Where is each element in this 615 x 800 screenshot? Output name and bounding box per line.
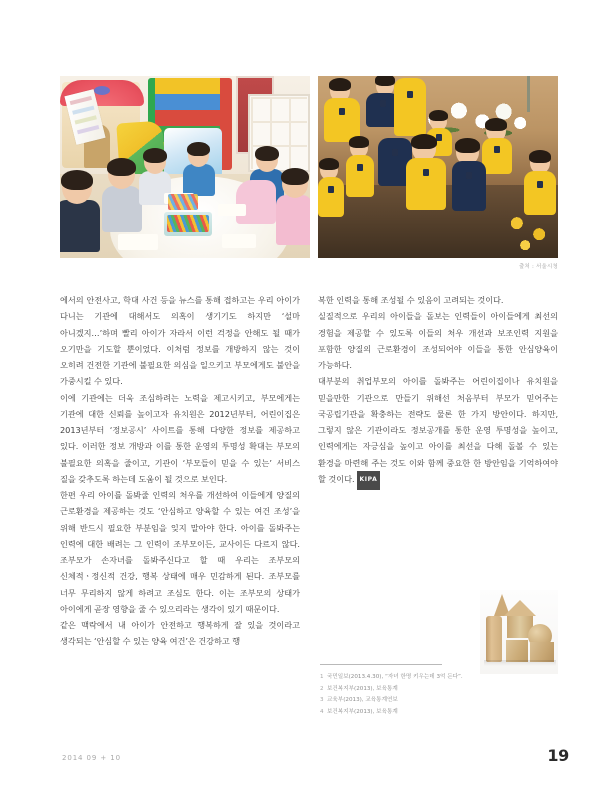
paragraph: 복한 인력을 통해 조성될 수 있음이 고려되는 것이다. [318, 295, 504, 305]
child-figure [482, 120, 512, 174]
child-figure [282, 170, 310, 245]
footnote-text: 보건복지부(2013), 보육통계 [327, 685, 398, 692]
paragraph: 한편 우리 아이를 돌봐줄 인력의 처우를 개선하여 이들에게 양질의 근로환경을 제공하는 것도 ‘안심하고 양육할 수 있는 여건 조성’을 위해 반드시 필요한 부분임을 잊지 말아야 한다. 아이를 돌봐주는 인력에 대한 배려는 그 인력이 조부모이든, 교사이든 다르지 않다. 조부모가 손자녀를 돌봐주신다고 할 때 우리는 조부모의 신체적ㆍ정신적 건강, 행복 상태에 매우 민감하게 된다. 조부모를 너무 무리하지 않게 하려고 조심도 한다. 이는 조부모의 상태가 아이에게 곧장 영향을 줄 수 있으리라는 생각이 있기 때문이다. [60, 490, 300, 614]
page-number: 19 [547, 746, 569, 765]
footnote-text: 국민일보(2013.4.30), “자녀 한명 키우는데 3억 든다”. [327, 674, 463, 680]
footnote-number: 4 [320, 708, 324, 715]
child-figure [108, 160, 142, 232]
footnote-number: 3 [320, 697, 324, 703]
footnote-text: 교육부(2013), 교육통계연보 [327, 697, 398, 703]
paragraph-text: 대부분의 취업부모의 아이를 돌봐주는 어린이집이나 유치원을 믿을만한 기관으로 만들기 위해선 처음부터 부모가 믿어주는 국공립기관을 확충하는 전략도 물론 한 가지 방안이다. 하지만, 그렇지 않은 기관이라도 정보공개를 통한 운영 투명성을 높이고, 인력에게는 자긍심을 높이고 아이를 최선을 다해 돌볼 수 있는 환경을 마련해 주는 것도 이와 함께 중요한 한 방안임을 기억하여야 할 것이다. [318, 376, 558, 484]
left-column [60, 292, 300, 650]
footnote-item [320, 672, 558, 684]
footnote-item [320, 707, 558, 719]
child-figure [406, 136, 446, 210]
child-figure [524, 152, 556, 215]
child-figure [394, 78, 426, 136]
footnote-text: 보건복지부(2013), 보육통계 [327, 708, 398, 715]
kipa-badge: KIPA [357, 471, 381, 490]
child-figure [62, 172, 100, 252]
paragraph: 이에 기관에는 더욱 조심하려는 노력을 제고시키고, 부모에게는 기관에 대한 신뢰를 높이고자 유치원은 2012년부터, 어린이집은 2013년부터 ‘정보공시’ 사이트를 통해 다양한 정보를 제공하고 있다. 이러한 정보 개방과 이를 통한 운영의 투명성 확대는 부모의 불필요한 의혹을 줄이고, 기관이 ‘부모들이 믿을 수 있는’ 서비스 질을 갖추도록 하는데 도움이 될 것으로 보인다. [60, 392, 300, 484]
child-figure [324, 80, 360, 142]
footnote-item [320, 695, 558, 707]
child-figure [318, 160, 344, 217]
photo-daycare-classroom [60, 76, 310, 258]
photo-credit: 출처 : 서울시청 [518, 264, 558, 270]
photo-row [60, 76, 558, 258]
footnote-number: 2 [320, 685, 324, 692]
child-figure [236, 180, 276, 224]
paragraph: 에서의 안전사고, 학대 사건 등을 뉴스를 통해 접하고는 우리 아이가 다니는 기관에 대해서도 의혹이 생기기도 하지만 ‘설마 아니겠지…’하며 빨리 아이가 자라서 이런 걱정을 안해도 될 때가 오기만을 기도할 뿐이었다. 이처럼 정보를 개방하지 않는 것이 오히려 건전한 기관에 불필요한 의심을 일으키고 부모에게도 불안을 가중시킬 수 있다. [60, 295, 300, 387]
footnote-divider [320, 664, 442, 665]
child-figure [346, 138, 374, 197]
paragraph: 실질적으로 우리의 아이들을 돌보는 인력들이 아이들에게 최선의 경험을 제공할 수 있도록 이들의 처우 개선과 보조인력 지원을 포함한 양질의 근로환경이 조성되어야 이들을 통한 안심양육이 가능하다. [318, 311, 558, 370]
photo-wooden-blocks [480, 590, 558, 674]
paragraph: 같은 맥락에서 내 아이가 안전하고 행복하게 잘 있을 것이라고 생각되는 ‘안심할 수 있는 양육 여건’은 건강하고 행 [60, 620, 300, 647]
footnotes [320, 664, 558, 718]
child-figure [188, 144, 215, 196]
paragraph-with-end-badge [318, 373, 558, 489]
child-figure [452, 140, 486, 211]
photo-children-planting [318, 76, 558, 258]
issue-date: 2014 09 + 10 [62, 754, 121, 762]
footnote-item [320, 684, 558, 696]
footnote-number: 1 [320, 674, 324, 680]
